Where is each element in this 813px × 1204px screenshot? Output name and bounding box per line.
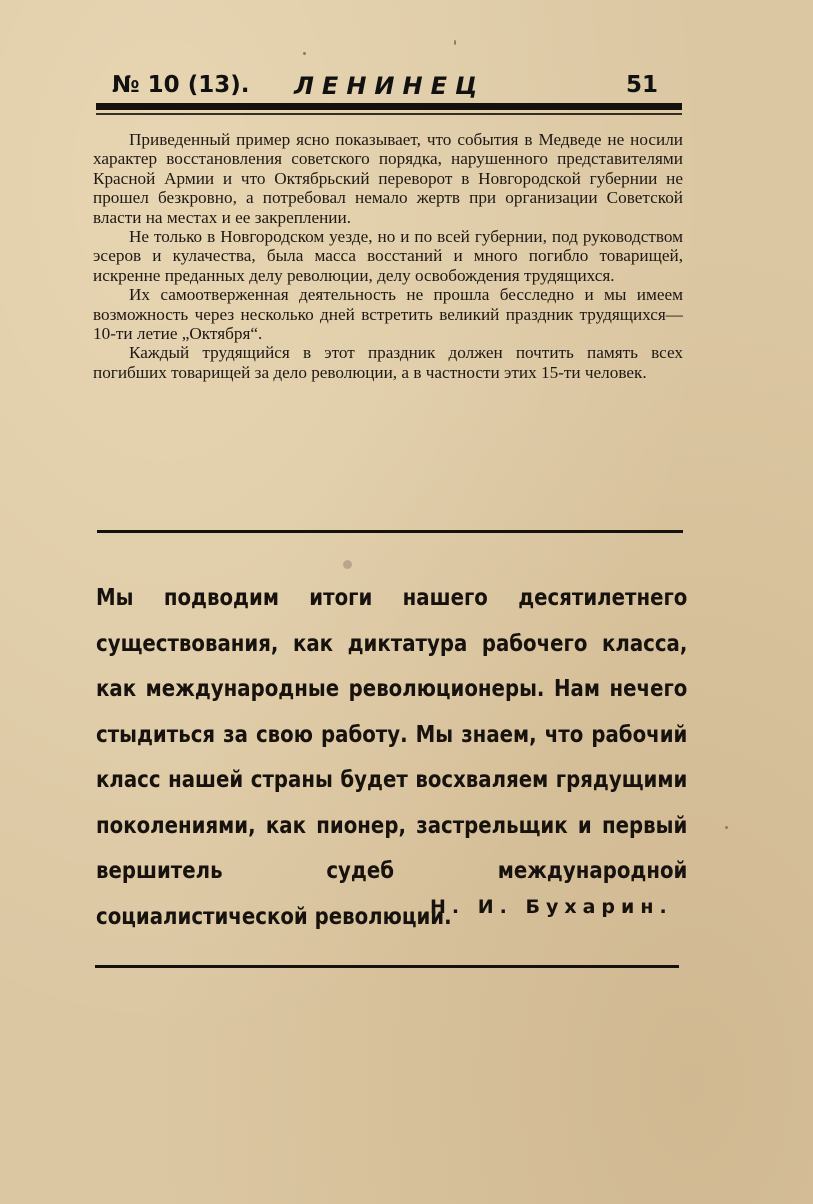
page-number: 51 bbox=[625, 72, 658, 98]
paper-speck bbox=[343, 560, 352, 569]
running-header bbox=[112, 70, 658, 104]
header-rule-thin bbox=[96, 113, 682, 115]
header-rule bbox=[96, 103, 682, 110]
section-divider bbox=[97, 530, 683, 533]
article-text bbox=[93, 130, 683, 382]
bottom-divider bbox=[95, 965, 679, 968]
issue-number: № 10 (13). bbox=[112, 72, 250, 98]
quote-author: Н. И. Бухарин. bbox=[430, 896, 673, 918]
journal-title: ЛЕНИНЕЦ bbox=[294, 72, 486, 100]
article-paragraph: Каждый трудящийся в этот праздник должен почтить память всех погибших товарищей за дело революции, а в частности этих 15-ти человек. bbox=[93, 343, 683, 382]
paper-speck bbox=[303, 52, 306, 55]
article-paragraph: Не только в Новгородском уезде, но и по всей губернии, под руководством эсеров и кулачества, была масса восстаний и много погибло товарищей, искренне преданных делу революции, делу освобождения трудящихся. bbox=[93, 227, 683, 285]
bukharin-quote: Мы подводим итоги нашего десятилетнего существования, как диктатура рабочего класса, как международные революционеры. Нам нечего стыдиться за свою работу. Мы знаем, что рабочий класс нашей страны будет восхваляем грядущими поколениями, как пионер, застрельщик и первый вершитель судеб международной социалистической революции. bbox=[96, 583, 688, 930]
article-paragraph: Их самоотверженная деятельность не прошла бесследно и мы имеем возможность через несколько дней встретить великий праздник трудящихся—10-ти летие „Октября“. bbox=[93, 285, 683, 344]
paper-speck bbox=[725, 826, 728, 829]
article-paragraph: Приведенный пример ясно показывает, что события в Медведе не носили характер восстановления советского порядка, нарушенного представителями Красной Армии и что Октябрьский переворот в Новгородской губернии не прошел безкровно, а потребовал немало жертв при организации Советской власти на местах и ее закреплении. bbox=[93, 130, 683, 227]
paper-speck bbox=[454, 40, 456, 45]
